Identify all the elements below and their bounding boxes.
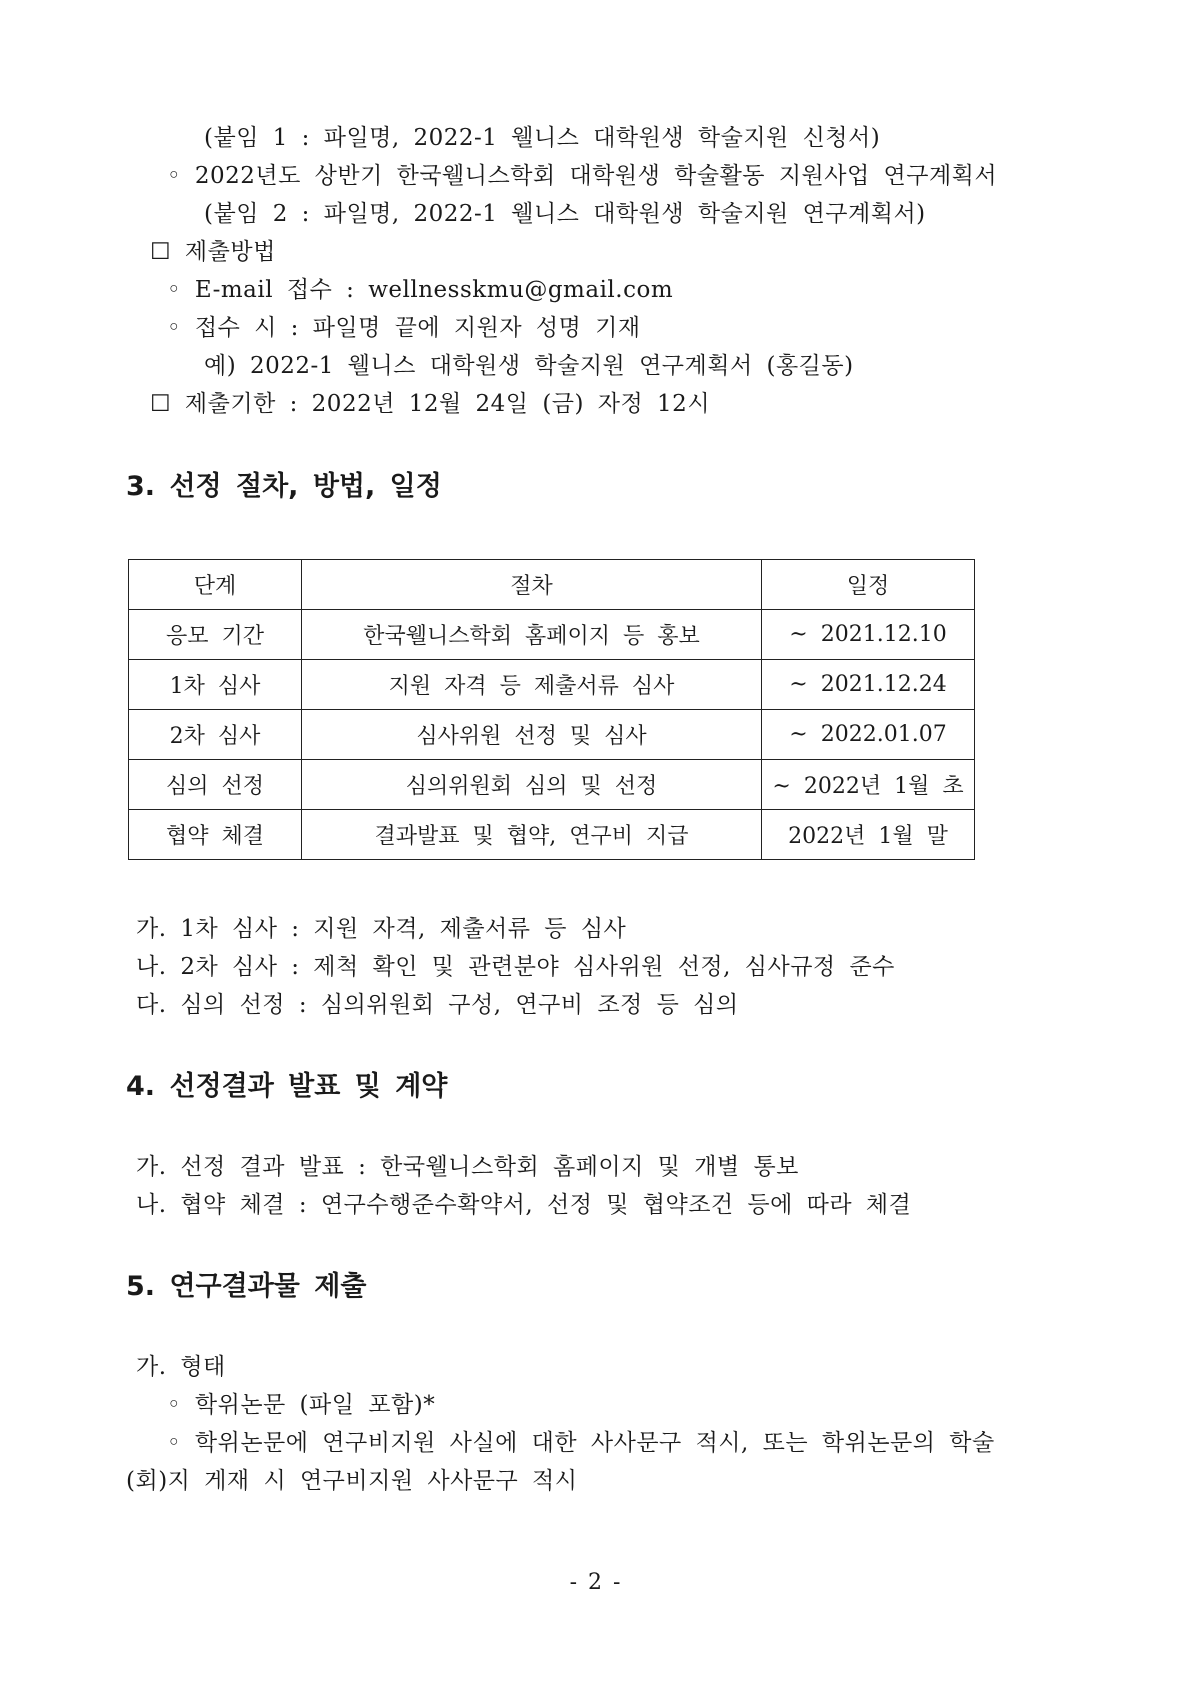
table-cell: 2022년 1월 말 (762, 810, 975, 860)
table-header-row (129, 560, 975, 610)
table-cell: 1차 심사 (129, 660, 302, 710)
section-5-title: 5. 연구결과물 제출 (126, 1271, 367, 1302)
table-row (129, 760, 975, 810)
table-row (129, 660, 975, 710)
section-5-item-2: ◦ 학위논문에 연구비지원 사실에 대한 사사문구 적시, 또는 학위논문의 학술 (167, 1430, 995, 1456)
table-cell: 2차 심사 (129, 710, 302, 760)
research-plan-item: ◦ 2022년도 상반기 한국웰니스학회 대학원생 학술활동 지원사업 연구계획서 (167, 163, 998, 189)
section-3-note-2: 나. 2차 심사 : 제척 확인 및 관련분야 심사위원 선정, 심사규정 준수 (136, 954, 895, 980)
section-4-note-2: 나. 협약 체결 : 연구수행준수확약서, 선정 및 협약조건 등에 따라 체결 (136, 1192, 912, 1218)
table-cell: 심의위원회 심의 및 선정 (302, 760, 762, 810)
section-3-title: 3. 선정 절차, 방법, 일정 (126, 471, 442, 502)
table-cell: 심의 선정 (129, 760, 302, 810)
submission-deadline: ☐ 제출기한 : 2022년 12월 24일 (금) 자정 12시 (150, 391, 711, 417)
header-schedule: 일정 (762, 560, 975, 610)
section-5-item-1: ◦ 학위논문 (파일 포함)* (167, 1392, 436, 1418)
table-row (129, 810, 975, 860)
table-cell: 응모 기간 (129, 610, 302, 660)
table-cell: ~ 2022년 1월 초 (762, 760, 975, 810)
section-3-note-3: 다. 심의 선정 : 심의위원회 구성, 연구비 조정 등 심의 (136, 992, 739, 1018)
attachment-1-note: (붙임 1 : 파일명, 2022-1 웰니스 대학원생 학술지원 신청서) (204, 125, 881, 151)
table-cell: 지원 자격 등 제출서류 심사 (302, 660, 762, 710)
table-cell: ~ 2021.12.24 (762, 660, 975, 710)
attachment-2-note: (붙임 2 : 파일명, 2022-1 웰니스 대학원생 학술지원 연구계획서) (204, 201, 926, 227)
header-procedure: 절차 (302, 560, 762, 610)
table-cell: 심사위원 선정 및 심사 (302, 710, 762, 760)
selection-schedule-table (128, 559, 975, 860)
section-4-title: 4. 선정결과 발표 및 계약 (126, 1071, 448, 1102)
table-cell: 결과발표 및 협약, 연구비 지급 (302, 810, 762, 860)
table-row (129, 710, 975, 760)
section-5-subheading: 가. 형태 (136, 1354, 226, 1380)
filename-example: 예) 2022-1 웰니스 대학원생 학술지원 연구계획서 (홍길동) (204, 353, 854, 379)
table-cell: ~ 2021.12.10 (762, 610, 975, 660)
table-cell: 한국웰니스학회 홈페이지 등 홍보 (302, 610, 762, 660)
filename-rule-item: ◦ 접수 시 : 파일명 끝에 지원자 성명 기재 (167, 315, 641, 341)
section-4-note-1: 가. 선정 결과 발표 : 한국웰니스학회 홈페이지 및 개별 통보 (136, 1154, 799, 1180)
table-row (129, 610, 975, 660)
email-submission-item: ◦ E-mail 접수 : wellnesskmu@gmail.com (167, 277, 674, 303)
table-cell: 협약 체결 (129, 810, 302, 860)
header-stage: 단계 (129, 560, 302, 610)
section-5-item-2-continued: (회)지 게재 시 연구비지원 사사문구 적시 (126, 1468, 578, 1494)
page-number: - 2 - (569, 1570, 621, 1595)
table-cell: ~ 2022.01.07 (762, 710, 975, 760)
section-3-note-1: 가. 1차 심사 : 지원 자격, 제출서류 등 심사 (136, 916, 627, 942)
submission-method-heading: ☐ 제출방법 (150, 239, 276, 265)
